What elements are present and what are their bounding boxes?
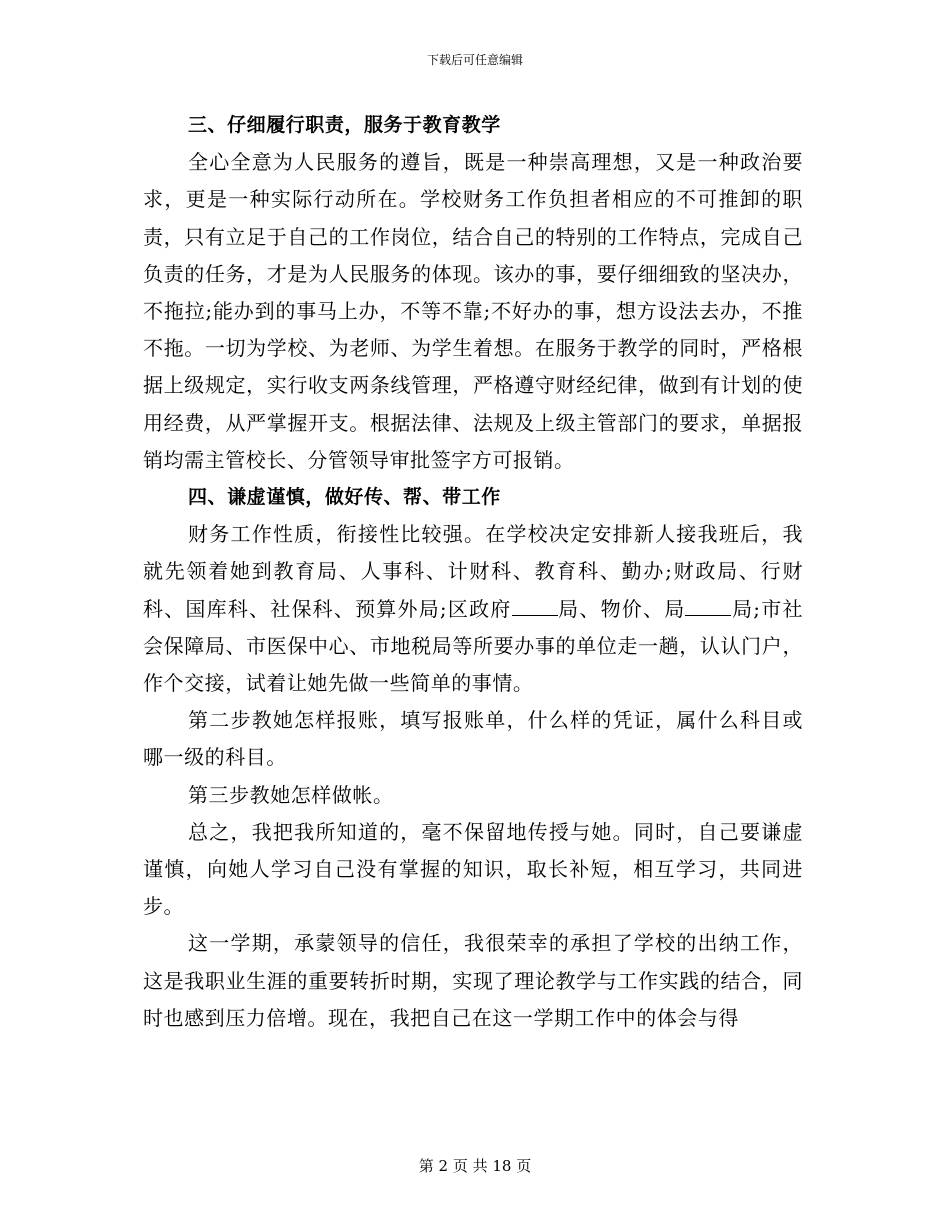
paragraph-with-blanks xyxy=(143,516,803,702)
paragraph: 第二步教她怎样报账，填写报账单，什么样的凭证，属什么科目或哪一级的科目。 xyxy=(143,708,803,770)
paragraph-part: 财务工作性质，衔接性比较强。在学校决定安排新人接我班后，我就先领着她到教育局、人事科、计财科、教育科、勤办;财政局、行财科、国库科、社保科、预算外局;区政府 xyxy=(143,522,803,621)
paragraph-part: 局;市社会保障局、市医保中心、市地税局等所要办事的单位走一趟，认认门户，作个交接，试着让她先做一些简单的事情。 xyxy=(143,596,803,696)
section-heading-4: 四、谦虚谨慎，做好传、帮、带工作 xyxy=(188,486,501,509)
paragraph: 全心全意为人民服务的遵旨，既是一种崇高理想，又是一种政治要求，更是一种实际行动所在。学校财务工作负担者相应的不可推卸的职责，只有立足于自己的工作岗位，结合自己的特别的工作特点，完成自己负责的任务，才是为人民服务的体现。该办的事，要仔细细致的坚决办，不拖拉;能办到的事马上办，不等不靠;不好办的事，想方设法去办，不推不拖。一切为学校、为老师、为学生着想。在服务于教学的同时，严格根据上级规定，实行收支两条线管理，严格遵守财经纪律，做到有计划的使用经费，从严掌握开支。根据法律、法规及上级主管部门的要求，单据报销均需主管校长、分管领导审批签字方可报销。 xyxy=(143,150,803,472)
fill-blank xyxy=(685,599,731,616)
section-heading-3: 三、仔细履行职责，服务于教育教学 xyxy=(188,114,501,136)
document-body xyxy=(143,107,803,1037)
paragraph: 这一学期，承蒙领导的信任，我很荣幸的承担了学校的出纳工作，这是我职业生涯的重要转折时期，实现了理论教学与工作实践的结合，同时也感到压力倍增。现在，我把自己在这一学期工作中的体会与得 xyxy=(143,931,803,1030)
page-number-footer: 第 2 页 共 18 页 xyxy=(418,1157,532,1175)
page-header-note: 下载后可任意编辑 xyxy=(426,53,523,67)
paragraph: 第三步教她怎样做帐。 xyxy=(188,782,394,807)
paragraph-part: 局、物价、局 xyxy=(557,596,686,621)
fill-blank xyxy=(512,599,558,616)
paragraph: 总之，我把我所知道的，毫不保留地传授与她。同时，自己要谦虚谨慎，向她人学习自己没有掌握的知识，取长补短，相互学习，共同进步。 xyxy=(143,819,803,919)
